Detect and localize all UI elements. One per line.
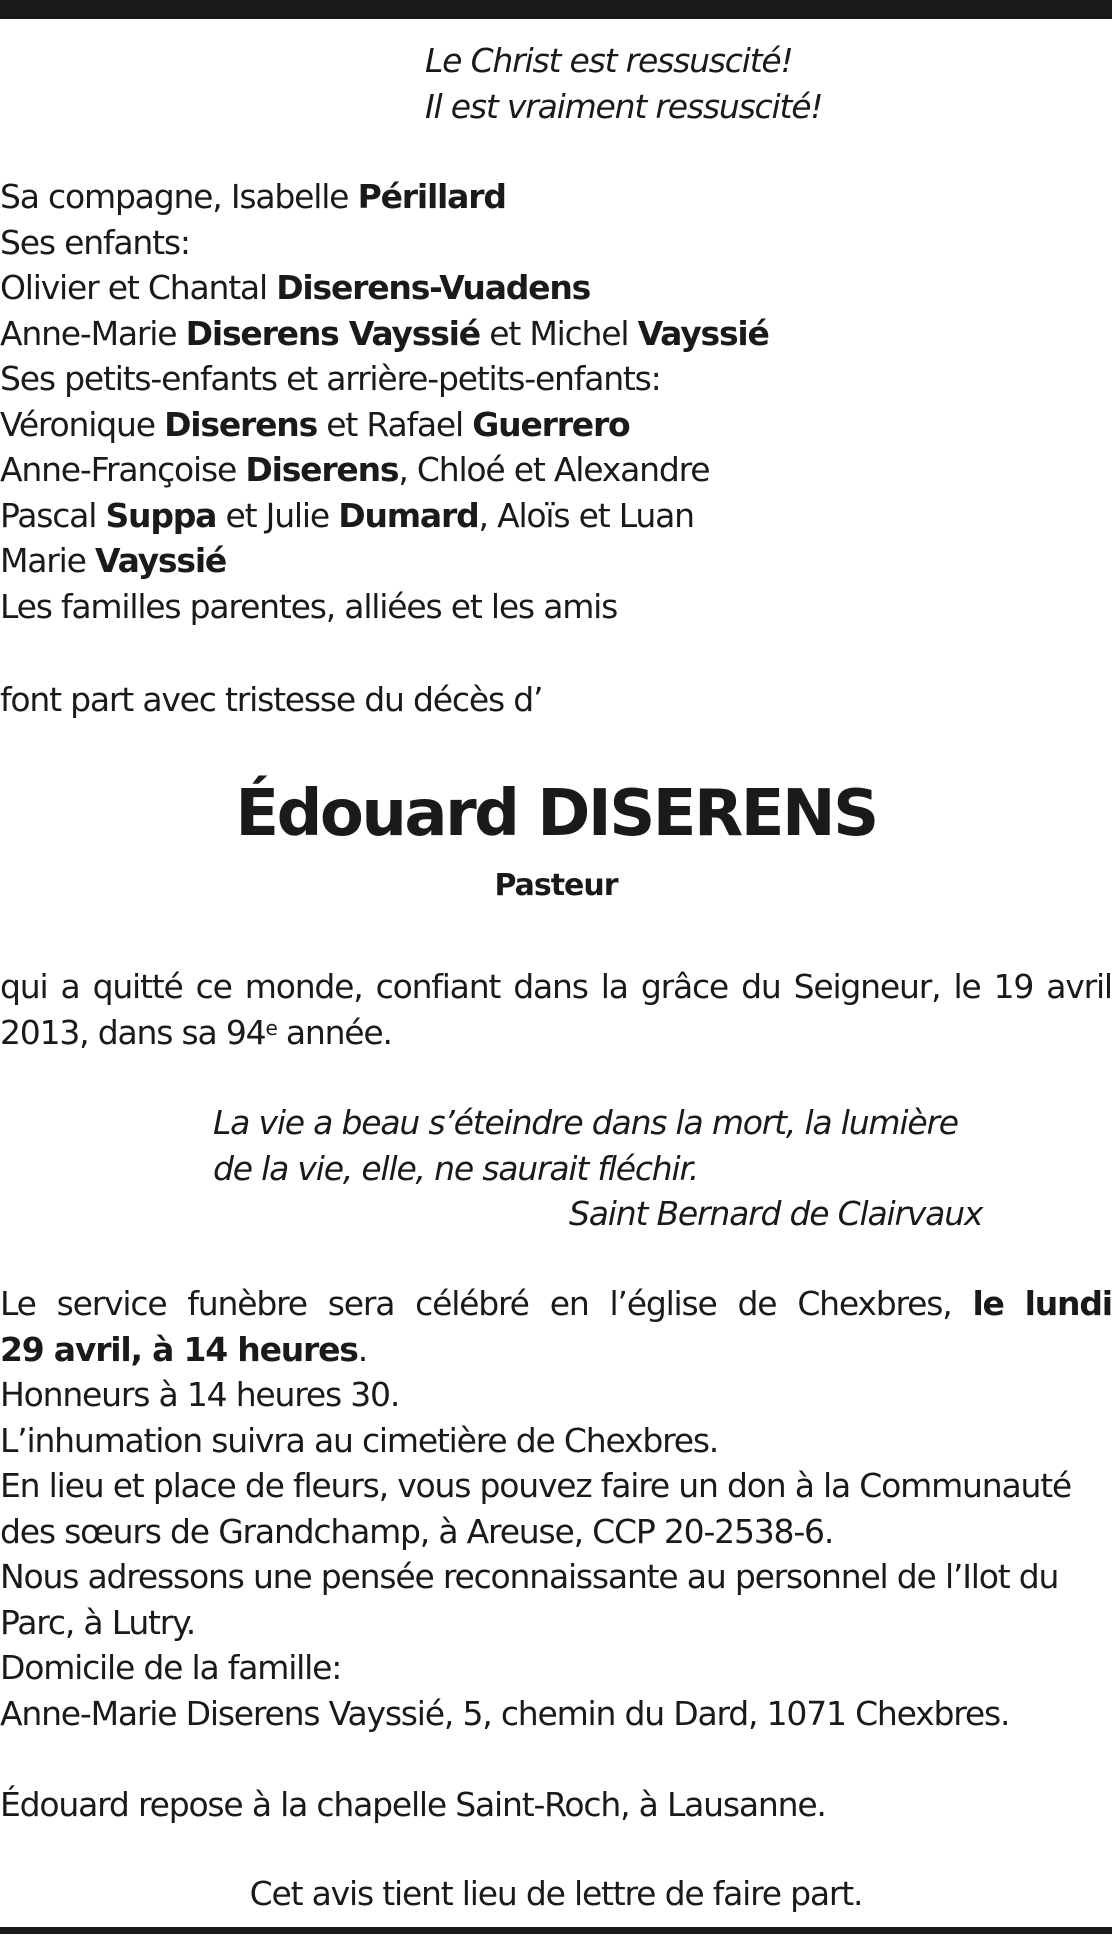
ordinal-superscript: e <box>265 1015 277 1040</box>
family-line <box>0 402 1112 448</box>
family-surname: Vayssié <box>95 541 227 580</box>
family-surname: Guerrero <box>472 404 630 444</box>
epigraph-line-1: Le Christ est ressuscité! <box>425 41 793 80</box>
service-line: Parc, à Lutry. <box>0 1602 196 1642</box>
family-surname: Périllard <box>357 177 506 216</box>
service-word: en <box>549 1284 589 1323</box>
service-word: Chexbres, <box>797 1284 952 1323</box>
family-surname: Diserens-Vuadens <box>276 268 591 307</box>
service-line-2 <box>0 1327 1112 1373</box>
family-text: Olivier et Chantal <box>0 268 277 307</box>
service-line: Nous adressons une pensée reconnaissante au personnel de l’Ilot du <box>0 1557 1059 1596</box>
service-word-bold: lundi <box>1024 1284 1112 1323</box>
family-list <box>0 174 1112 629</box>
service-word: sera <box>327 1284 395 1323</box>
quote <box>213 1100 982 1237</box>
deceased-name: Édouard DISERENS <box>235 777 877 851</box>
service-line: Domicile de la famille: <box>0 1648 342 1687</box>
family-text: Véronique <box>0 404 165 444</box>
service-word: service <box>56 1284 167 1323</box>
passing-word: avril <box>1046 967 1112 1006</box>
service-line-1 <box>0 1281 1112 1327</box>
family-line <box>0 311 1112 357</box>
passing-word: monde, <box>244 967 363 1006</box>
family-surname: Diserens Vayssié <box>185 313 480 353</box>
service-word: funèbre <box>187 1284 307 1323</box>
family-text: Marie <box>0 541 96 580</box>
quote-line-1: La vie a beau s’éteindre dans la mort, la lumière <box>213 1103 958 1142</box>
passing-word: dans <box>513 967 588 1006</box>
announcement <box>0 677 1112 723</box>
passing-word: qui <box>0 967 48 1006</box>
service-text: . <box>357 1329 368 1369</box>
service-word-bold: le <box>972 1284 1004 1323</box>
repose <box>0 1782 1112 1828</box>
passing-text: année. <box>276 1012 392 1052</box>
family-line: Les familles parentes, alliées et les amis <box>0 586 618 626</box>
top-rule <box>0 0 1112 19</box>
family-line <box>0 447 1112 493</box>
family-line <box>0 265 1112 311</box>
service-date: 29 avril, à 14 heures <box>0 1329 358 1369</box>
family-surname: Diserens <box>164 404 318 444</box>
passing-word: la <box>600 967 628 1006</box>
bottom-rule <box>0 1927 1112 1934</box>
family-surname: Diserens <box>245 450 399 489</box>
family-line <box>0 493 1112 539</box>
passing-text: 2013, dans sa 94 <box>0 1012 266 1052</box>
family-text: Sa compagne, Isabelle <box>0 177 358 216</box>
passing-word: confiant <box>375 967 501 1006</box>
passing-word: du <box>741 967 781 1006</box>
service-word: de <box>737 1284 777 1323</box>
passing-line-1 <box>0 964 1112 1010</box>
family-text: Pascal <box>0 495 106 535</box>
family-address: Anne-Marie Diserens Vayssié, 5, chemin du Dard, 1071 Chexbres. <box>0 1693 1010 1733</box>
family-line <box>0 538 1112 584</box>
family-line <box>0 174 1112 220</box>
passing-word: 19 <box>993 967 1034 1006</box>
passing-word: quitté <box>92 967 183 1006</box>
service-line: En lieu et place de fleurs, vous pouvez faire un don à la Communauté <box>0 1466 1072 1505</box>
passing-word: a <box>60 967 80 1006</box>
passing-word: le <box>953 967 981 1006</box>
service-line: Honneurs à 14 heures 30. <box>0 1375 400 1414</box>
service-details <box>0 1281 1112 1736</box>
quote-line-2: de la vie, elle, ne saurait fléchir. <box>213 1148 699 1188</box>
service-line: des sœurs de Grandchamp, à Areuse, CCP 20-2538-6. <box>0 1511 834 1551</box>
family-text: , Aloïs et Luan <box>478 495 694 535</box>
family-text: , Chloé et Alexandre <box>398 450 710 489</box>
passing-paragraph <box>0 964 1112 1055</box>
family-text: et Michel <box>479 313 638 353</box>
epigraph <box>425 38 822 129</box>
service-word: Le <box>0 1284 36 1323</box>
family-text: et Rafael <box>317 404 473 444</box>
service-word: l’église <box>609 1284 717 1323</box>
family-surname: Dumard <box>338 495 479 535</box>
closing-line: Cet avis tient lieu de lettre de faire part. <box>249 1874 863 1913</box>
family-line: Ses enfants: <box>0 222 190 262</box>
passing-line-2 <box>0 1010 1112 1056</box>
passing-word: ce <box>195 967 232 1006</box>
deceased-title: Pasteur <box>494 868 618 903</box>
family-surname: Vayssié <box>637 313 769 353</box>
family-line: Ses petits-enfants et arrière-petits-enfants: <box>0 359 661 398</box>
passing-word: Seigneur, <box>793 967 941 1006</box>
quote-author: Saint Bernard de Clairvaux <box>569 1194 983 1233</box>
passing-word: grâce <box>640 967 729 1006</box>
epigraph-line-2: Il est vraiment ressuscité! <box>425 86 823 126</box>
family-text: Anne-Marie <box>0 313 186 353</box>
repose-line: Édouard repose à la chapelle Saint-Roch, à Lausanne. <box>0 1785 826 1824</box>
service-line: L’inhumation suivra au cimetière de Chexbres. <box>0 1420 719 1460</box>
family-text: et Julie <box>216 495 339 535</box>
service-word: célébré <box>415 1284 529 1323</box>
announcement-line: font part avec tristesse du décès d’ <box>0 680 543 719</box>
family-surname: Suppa <box>105 495 217 535</box>
family-text: Anne-Françoise <box>0 450 246 489</box>
